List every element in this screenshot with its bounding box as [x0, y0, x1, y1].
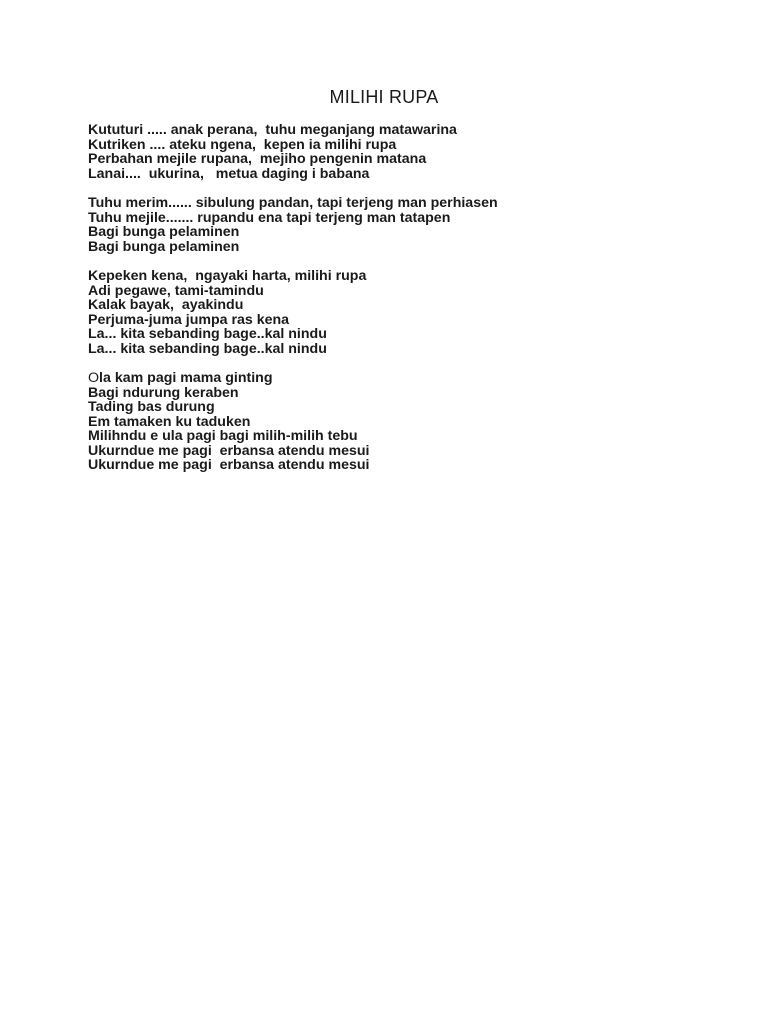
lyric-line: Kepeken kena, ngayaki harta, milihi rupa	[88, 268, 367, 284]
lyric-line: Kalak bayak, ayakindu	[88, 297, 244, 313]
lyric-line: Kutriken .... ateku ngena, kepen ia milihi rupa	[88, 136, 397, 153]
lyric-line: La... kita sebanding bage..kal nindu	[88, 326, 327, 342]
page-title: MILIHI RUPA	[329, 87, 439, 107]
lyric-line: Bagi ndurung keraben	[88, 384, 239, 401]
stanza	[88, 371, 708, 473]
lyric-line: Kututuri ..... anak perana, tuhu meganjang matawarina	[88, 122, 457, 138]
lyric-line: Perjuma-juma jumpa ras kena	[88, 311, 290, 328]
lyric-line: Ukurndue me pagi erbansa atendu mesui	[88, 442, 370, 459]
lyrics-body	[88, 123, 708, 488]
lyric-line: Tading bas durung	[88, 399, 215, 415]
lyric-line: Adi pegawe, tami-tamindu	[88, 282, 264, 299]
stanza	[88, 196, 708, 254]
lyric-line: La... kita sebanding bage..kal nindu	[88, 340, 327, 357]
lyric-line: Milihndu e ula pagi bagi milih-milih tebu	[88, 428, 358, 444]
stanza	[88, 269, 708, 356]
lyric-line: Tuhu mejile....... rupandu ena tapi terjeng man tatapen	[88, 209, 451, 226]
lyric-line: Em tamaken ku taduken	[88, 413, 251, 430]
lyric-line: Tuhu merim...... sibulung pandan, tapi terjeng man perhiasen	[88, 195, 498, 211]
lyric-line: Bagi bunga pelaminen	[88, 238, 240, 255]
lyric-line: Lanai.... ukurina, metua daging i babana	[88, 165, 370, 182]
stanza	[88, 123, 708, 181]
lyric-line: Ukurndue me pagi erbansa atendu mesui	[88, 457, 370, 473]
lyric-line: Perbahan mejile rupana, mejiho pengenin matana	[88, 151, 427, 167]
lyric-line: Ola kam pagi mama ginting	[88, 370, 273, 386]
lyric-line: Bagi bunga pelaminen	[88, 224, 240, 240]
